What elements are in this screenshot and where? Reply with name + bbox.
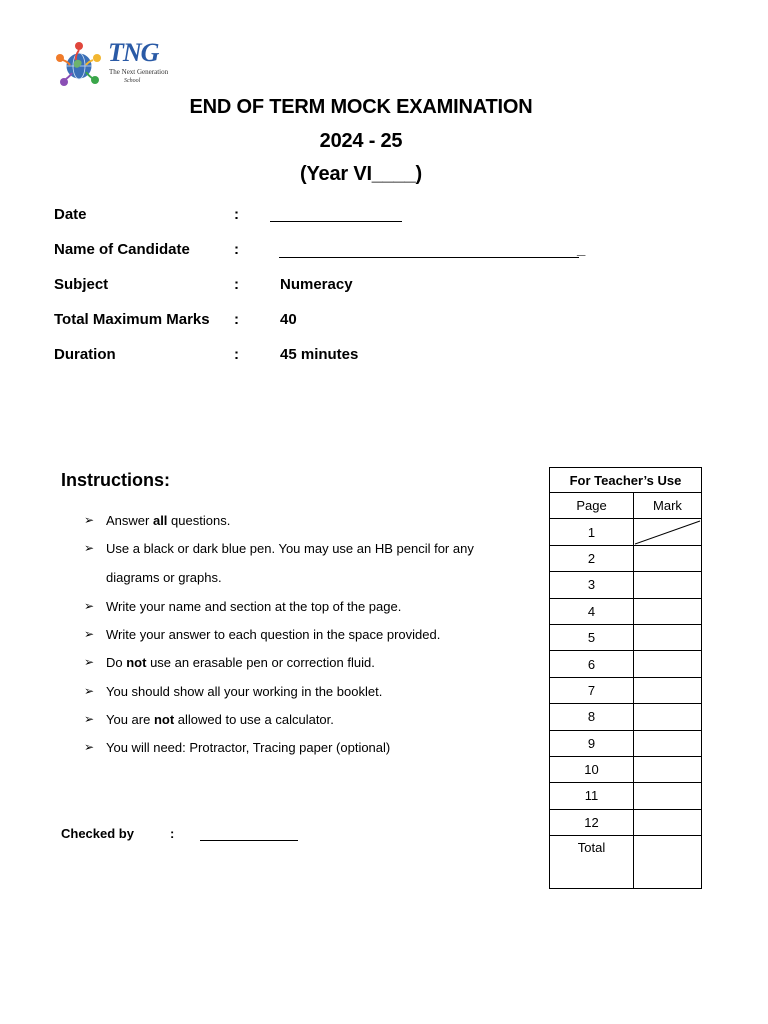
instruction-text: Write your answer to each question in the space provided. (106, 627, 441, 642)
info-label: Duration (54, 346, 116, 363)
exam-title: END OF TERM MOCK EXAMINATION (189, 96, 533, 118)
teacher-table-title: For Teacher’s Use (550, 468, 702, 493)
page-number: 8 (550, 704, 634, 730)
checked-by-colon: : (170, 826, 175, 841)
page-number: 10 (550, 756, 634, 782)
info-value: 45 minutes (280, 346, 359, 363)
instruction-text: You will need: Protractor, Tracing paper (optional) (106, 740, 391, 755)
info-colon: : (234, 276, 239, 293)
info-colon: : (234, 241, 239, 258)
mark-cell[interactable] (634, 704, 702, 730)
name-blank-line[interactable] (279, 257, 579, 258)
arrow-bullet-icon: ➢ (84, 627, 95, 641)
instruction-text: Use a black or dark blue pen. You may use an HB pencil for any (106, 541, 474, 556)
info-label: Name of Candidate (54, 241, 190, 258)
page-number: 6 (550, 651, 634, 677)
page-number: 7 (550, 677, 634, 703)
info-label: Subject (54, 276, 109, 293)
page-number: 5 (550, 624, 634, 650)
exam-class: (Year VI____) (300, 163, 422, 185)
instruction-text: Write your name and section at the top of the page. (106, 599, 402, 614)
date-blank-line[interactable] (270, 221, 402, 222)
mark-cell[interactable] (634, 809, 702, 835)
col-header-page: Page (550, 493, 634, 519)
total-mark-cell[interactable] (634, 836, 702, 889)
arrow-bullet-icon: ➢ (84, 599, 95, 613)
mark-cell[interactable] (634, 598, 702, 624)
page-number: 4 (550, 598, 634, 624)
mark-cell[interactable] (634, 572, 702, 598)
info-label: Total Maximum Marks (54, 311, 210, 328)
page-number: 1 (550, 519, 634, 545)
mark-cell[interactable] (634, 677, 702, 703)
instructions-heading: Instructions: (61, 470, 171, 490)
mark-cell-crossed (634, 519, 702, 545)
instruction-text: You should show all your working in the booklet. (106, 684, 383, 699)
arrow-bullet-icon: ➢ (84, 513, 95, 527)
instruction-text: Do not use an erasable pen or correction fluid. (106, 655, 375, 670)
mark-cell[interactable] (634, 756, 702, 782)
arrow-bullet-icon: ➢ (84, 684, 95, 698)
info-value: _ (577, 241, 586, 258)
arrow-bullet-icon: ➢ (84, 740, 95, 754)
arrow-bullet-icon: ➢ (84, 541, 95, 555)
mark-cell[interactable] (634, 624, 702, 650)
info-label: Date (54, 206, 87, 223)
checked-by-blank-line[interactable] (200, 840, 298, 841)
exam-year: 2024 - 25 (319, 130, 403, 152)
page-number: 9 (550, 730, 634, 756)
mark-cell[interactable] (634, 783, 702, 809)
instruction-text: Answer all questions. (106, 513, 231, 528)
checked-by-label: Checked by (61, 826, 134, 841)
page-number: 2 (550, 545, 634, 571)
info-colon: : (234, 346, 239, 363)
diagonal-strike-icon (634, 520, 701, 545)
logo-text: TNG (108, 38, 159, 67)
school-logo (52, 38, 169, 92)
mark-cell[interactable] (634, 545, 702, 571)
logo-subtitle-school: School (124, 78, 141, 84)
info-colon: : (234, 206, 239, 223)
logo-subtitle: The Next Generation (109, 68, 169, 76)
page-number: 3 (550, 572, 634, 598)
col-header-mark: Mark (634, 493, 702, 519)
instruction-text: diagrams or graphs. (106, 570, 222, 585)
arrow-bullet-icon: ➢ (84, 712, 95, 726)
page-number: 11 (550, 783, 634, 809)
page-number: 12 (550, 809, 634, 835)
info-value: Numeracy (280, 276, 353, 293)
info-value: 40 (280, 311, 297, 328)
info-colon: : (234, 311, 239, 328)
globe-logo-icon (52, 38, 106, 92)
arrow-bullet-icon: ➢ (84, 655, 95, 669)
total-label: Total (550, 836, 634, 889)
mark-cell[interactable] (634, 730, 702, 756)
instruction-text: You are not allowed to use a calculator. (106, 712, 334, 727)
mark-cell[interactable] (634, 651, 702, 677)
teacher-use-table (549, 467, 702, 889)
